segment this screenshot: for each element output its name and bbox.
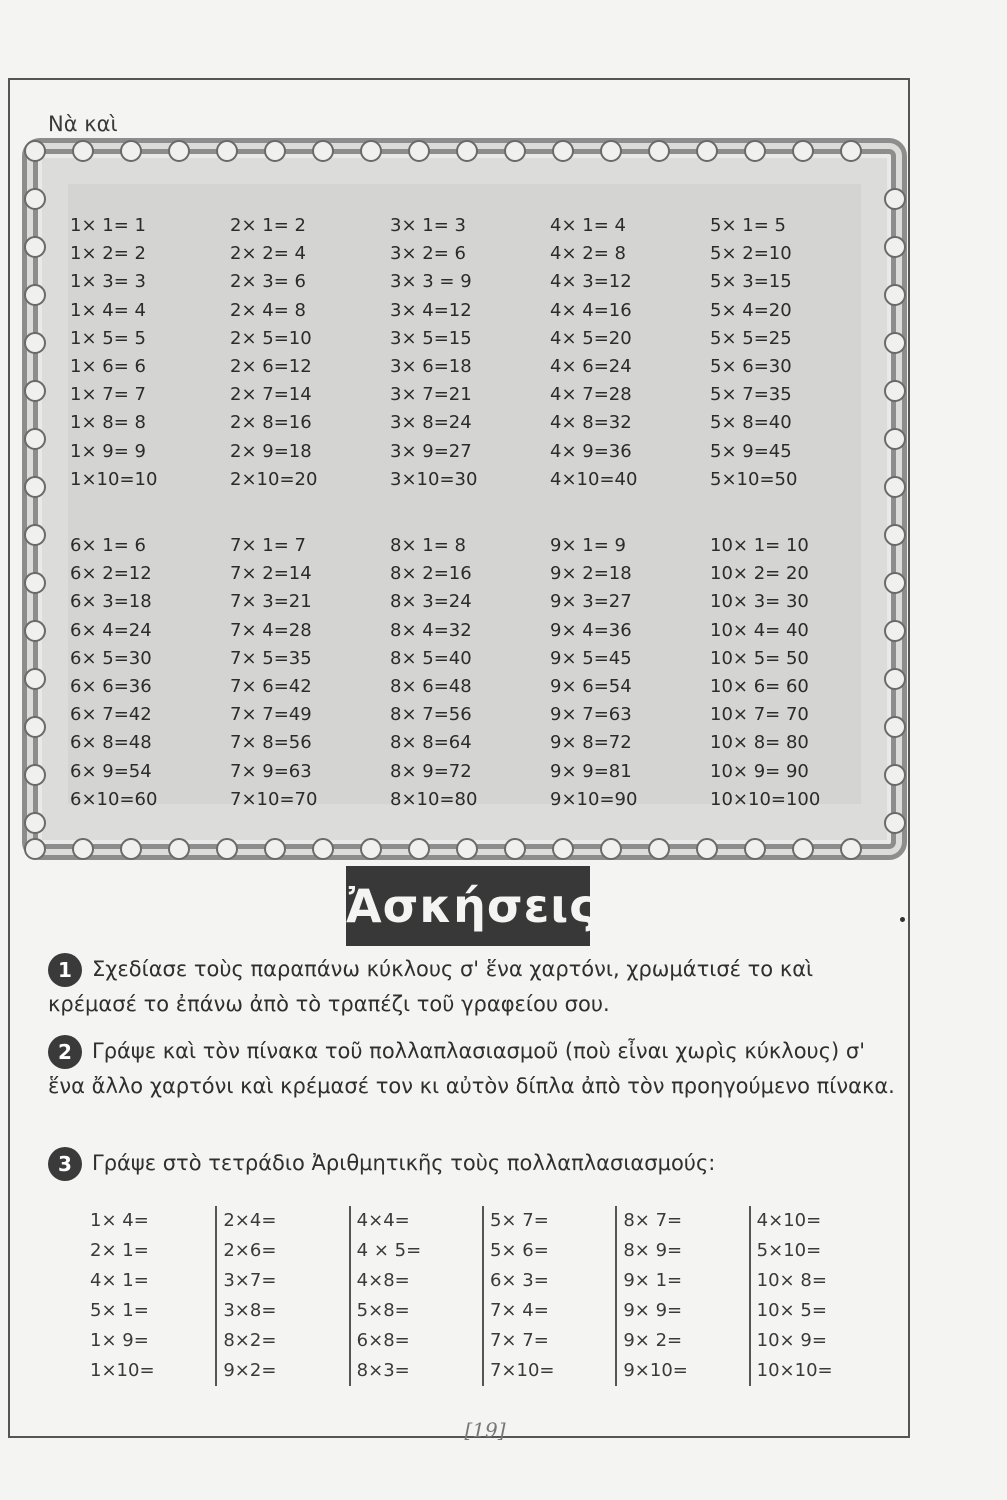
table-cell: 7× 7=49 [230, 704, 312, 726]
multiplication-table-top [70, 212, 870, 494]
flower-icon [884, 812, 906, 834]
table-cell: 6× 3=18 [70, 591, 152, 613]
flower-icon [504, 140, 526, 162]
flower-icon [24, 332, 46, 354]
flower-icon [456, 140, 478, 162]
table-cell: 10× 7= 70 [710, 704, 809, 726]
exercise-1 [48, 952, 908, 1021]
table-column [710, 212, 870, 494]
intro-line-1: Νὰ καὶ [48, 112, 118, 136]
table-cell: 1× 2= 2 [70, 243, 146, 265]
table-cell: 8× 7=56 [390, 704, 472, 726]
table-cell: 6×10=60 [70, 788, 158, 810]
table-cell: 8× 9= [623, 1240, 683, 1261]
table-cell: 10×10=100 [710, 788, 821, 810]
table-cell: 5× 5=25 [710, 327, 792, 349]
table-column [390, 212, 550, 494]
table-cell: 3×7= [223, 1270, 277, 1291]
table-cell: 2×10=20 [230, 468, 318, 490]
multiplication-table-bottom [70, 532, 870, 814]
flower-icon [696, 838, 718, 860]
exercise-3-text: Γράψε στὸ τετράδιο Ἀριθμητικῆς τοὺς πολλαπλασιασμούς: [92, 1151, 716, 1175]
table-cell: 6× 9=54 [70, 760, 152, 782]
table-cell: 5× 6= [489, 1240, 549, 1261]
flower-icon [884, 188, 906, 210]
flower-icon [600, 838, 622, 860]
exercise-2 [48, 1034, 908, 1103]
table-cell: 10× 9= [756, 1330, 827, 1351]
table-cell: 9× 9= [623, 1300, 683, 1321]
dot-mark [900, 917, 905, 922]
table-cell: 4× 9=36 [550, 440, 632, 462]
table-cell: 1× 6= 6 [70, 355, 146, 377]
flower-icon [24, 620, 46, 642]
table-cell: 8× 2=16 [390, 563, 472, 585]
flower-icon [72, 838, 94, 860]
flower-icon [24, 838, 46, 860]
table-cell: 8× 4=32 [390, 619, 472, 641]
flower-icon [884, 524, 906, 546]
table-cell: 10× 9= 90 [710, 760, 809, 782]
table-cell: 7×10=70 [230, 788, 318, 810]
exercise-2-text: Γράψε καὶ τὸν πίνακα τοῦ πολλαπλασιασμοῦ (ποὺ εἶναι χωρὶς κύκλους) σ' ἕνα ἄλλο χαρτόνι καὶ κρέμασέ τον κι αὐτὸν δίπλα ἀπὸ τὸν προηγούμενο πίνακα. [48, 1039, 895, 1098]
table-cell: 9× 1= [623, 1270, 683, 1291]
flower-icon [884, 428, 906, 450]
table-cell: 2×4= [223, 1210, 277, 1231]
table-cell: 1× 4= 4 [70, 299, 146, 321]
table-cell: 1× 3= 3 [70, 271, 146, 293]
flower-icon [24, 716, 46, 738]
table-cell: 1×10=10 [70, 468, 158, 490]
table-cell: 2× 2= 4 [230, 243, 306, 265]
table-cell: 3× 6=18 [390, 355, 472, 377]
table-cell: 4×4= [356, 1210, 410, 1231]
table-cell: 4 × 5= [356, 1240, 422, 1261]
table-cell: 8× 5=40 [390, 647, 472, 669]
flower-icon [360, 140, 382, 162]
flower-icon [120, 838, 142, 860]
table-cell: 1× 1= 1 [70, 215, 146, 236]
table-cell: 3× 8=24 [390, 412, 472, 434]
table-cell: 5×10=50 [710, 468, 798, 490]
table-cell: 7× 4=28 [230, 619, 312, 641]
flower-icon [24, 476, 46, 498]
table-cell: 4× 7=28 [550, 384, 632, 406]
flower-icon [24, 236, 46, 258]
flower-icon [24, 380, 46, 402]
table-cell: 5× 2=10 [710, 243, 792, 265]
flower-icon [884, 236, 906, 258]
flower-icon [504, 838, 526, 860]
table-cell: 10× 6= 60 [710, 675, 809, 697]
table-cell: 9× 6=54 [550, 675, 632, 697]
table-cell: 7× 7= [489, 1330, 549, 1351]
table-cell: 3× 9=27 [390, 440, 472, 462]
table-cell: 4×10= [756, 1210, 822, 1231]
flower-icon [72, 140, 94, 162]
flower-icon [24, 140, 46, 162]
table-cell: 8× 7= [623, 1210, 683, 1231]
table-cell: 2× 9=18 [230, 440, 312, 462]
flower-icon [792, 140, 814, 162]
table-cell: 7× 3=21 [230, 591, 312, 613]
table-cell: 9× 4=36 [550, 619, 632, 641]
table-column [217, 1206, 350, 1386]
table-cell: 9× 8=72 [550, 732, 632, 754]
table-cell: 5× 8=40 [710, 412, 792, 434]
table-cell: 10× 5= [756, 1300, 827, 1321]
flower-icon [24, 668, 46, 690]
flower-icon [216, 140, 238, 162]
table-cell: 2× 3= 6 [230, 271, 306, 293]
table-cell: 2×6= [223, 1240, 277, 1261]
flower-icon [24, 428, 46, 450]
table-cell: 1× 4= [90, 1210, 149, 1231]
table-cell: 3× 1= 3 [390, 215, 466, 236]
table-cell: 5× 1= 5 [710, 215, 786, 236]
flower-icon [24, 764, 46, 786]
table-cell: 10× 8= [756, 1270, 827, 1291]
table-cell: 5× 9=45 [710, 440, 792, 462]
flower-icon [884, 332, 906, 354]
exercises-heading: Ἀσκήσεις [346, 866, 590, 946]
table-cell: 9× 9=81 [550, 760, 632, 782]
flower-icon [24, 188, 46, 210]
table-cell: 7×10= [489, 1360, 555, 1381]
table-cell: 6× 2=12 [70, 563, 152, 585]
flower-icon [216, 838, 238, 860]
table-column [710, 532, 870, 814]
table-cell: 7× 5=35 [230, 647, 312, 669]
flower-icon [264, 838, 286, 860]
table-cell: 9× 5=45 [550, 647, 632, 669]
exercise-number-icon: 3 [48, 1147, 82, 1181]
table-cell: 9× 2=18 [550, 563, 632, 585]
table-cell: 8× 3=24 [390, 591, 472, 613]
table-cell: 9×10=90 [550, 788, 638, 810]
flower-icon [648, 140, 670, 162]
table-cell: 2× 8=16 [230, 412, 312, 434]
table-cell: 2× 4= 8 [230, 299, 306, 321]
table-cell: 8× 9=72 [390, 760, 472, 782]
flower-icon [744, 838, 766, 860]
table-cell: 3× 4=12 [390, 299, 472, 321]
flower-icon [24, 524, 46, 546]
flower-icon [24, 572, 46, 594]
flower-icon [120, 140, 142, 162]
table-cell: 8×10=80 [390, 788, 478, 810]
flower-icon [884, 764, 906, 786]
table-cell: 8×3= [356, 1360, 410, 1381]
flower-icon [600, 140, 622, 162]
exercise-1-text: Σχεδίασε τοὺς παραπάνω κύκλους σ' ἕνα χαρτόνι, χρωμάτισέ το καὶ κρέμασέ το ἐπάνω ἀπὸ τὸ τραπέζι τοῦ γραφείου σου. [48, 957, 814, 1016]
flower-icon [744, 140, 766, 162]
table-cell: 10× 1= 10 [710, 535, 809, 556]
table-column [550, 212, 710, 494]
table-cell: 3× 5=15 [390, 327, 472, 349]
table-cell: 6× 8=48 [70, 732, 152, 754]
table-cell: 5× 4=20 [710, 299, 792, 321]
table-cell: 9× 7=63 [550, 704, 632, 726]
table-cell: 6× 3= [489, 1270, 549, 1291]
table-cell: 2× 7=14 [230, 384, 312, 406]
table-cell: 10× 4= 40 [710, 619, 809, 641]
flower-icon [648, 838, 670, 860]
table-cell: 4×8= [356, 1270, 410, 1291]
table-cell: 2× 6=12 [230, 355, 312, 377]
table-cell: 1×10= [90, 1360, 155, 1381]
exercise-number-icon: 1 [48, 953, 82, 987]
table-cell: 1× 9= 9 [70, 440, 146, 462]
table-cell: 1× 9= [90, 1330, 149, 1351]
table-cell: 5× 7=35 [710, 384, 792, 406]
table-cell: 5× 7= [489, 1210, 549, 1231]
table-cell: 10× 3= 30 [710, 591, 809, 613]
table-cell: 6× 7=42 [70, 704, 152, 726]
table-cell: 10× 2= 20 [710, 563, 809, 585]
table-cell: 3×8= [223, 1300, 277, 1321]
table-cell: 8× 1= 8 [390, 535, 466, 556]
flower-icon [884, 572, 906, 594]
table-cell: 5×10= [756, 1240, 822, 1261]
flower-icon [312, 140, 334, 162]
flower-icon [24, 812, 46, 834]
table-cell: 7× 2=14 [230, 563, 312, 585]
table-cell: 10×10= [756, 1360, 833, 1381]
table-cell: 6× 6=36 [70, 675, 152, 697]
table-cell: 9×10= [623, 1360, 688, 1381]
flower-icon [456, 838, 478, 860]
table-cell: 4× 4=16 [550, 299, 632, 321]
table-column [351, 1206, 484, 1386]
table-cell: 6× 5=30 [70, 647, 152, 669]
flower-icon [408, 838, 430, 860]
table-cell: 4× 1= [90, 1270, 149, 1291]
flower-icon [696, 140, 718, 162]
table-column [84, 1206, 217, 1386]
flower-icon [552, 140, 574, 162]
table-cell: 7× 1= 7 [230, 535, 306, 556]
table-cell: 5×8= [356, 1300, 410, 1321]
table-cell: 4× 2= 8 [550, 243, 626, 265]
table-cell: 7× 4= [489, 1300, 549, 1321]
table-column [70, 212, 230, 494]
table-cell: 5× 6=30 [710, 355, 792, 377]
flower-icon [840, 838, 862, 860]
table-column [751, 1206, 884, 1386]
flower-icon [884, 476, 906, 498]
exercise-3 [48, 1146, 908, 1181]
table-cell: 3×10=30 [390, 468, 478, 490]
table-cell: 4× 5=20 [550, 327, 632, 349]
table-column [70, 532, 230, 814]
flower-icon [552, 838, 574, 860]
page-number: [19] [464, 1418, 506, 1442]
flower-icon [884, 380, 906, 402]
flower-icon [408, 140, 430, 162]
table-column [484, 1206, 617, 1386]
table-cell: 4× 1= 4 [550, 215, 626, 236]
flower-icon [840, 140, 862, 162]
table-cell: 8× 8=64 [390, 732, 472, 754]
table-cell: 1× 7= 7 [70, 384, 146, 406]
table-cell: 2× 1= [90, 1240, 149, 1261]
table-cell: 9×2= [223, 1360, 277, 1381]
table-column [390, 532, 550, 814]
flower-icon [360, 838, 382, 860]
flower-icon [168, 838, 190, 860]
table-cell: 8×2= [223, 1330, 277, 1351]
table-column [230, 212, 390, 494]
table-cell: 4× 3=12 [550, 271, 632, 293]
table-column [617, 1206, 750, 1386]
flower-icon [312, 838, 334, 860]
table-cell: 3× 3 = 9 [390, 271, 472, 293]
table-cell: 7× 8=56 [230, 732, 312, 754]
table-cell: 10× 8= 80 [710, 732, 809, 754]
table-cell: 1× 8= 8 [70, 412, 146, 434]
flower-icon [792, 838, 814, 860]
flower-icon [264, 140, 286, 162]
table-cell: 4× 8=32 [550, 412, 632, 434]
table-cell: 2× 5=10 [230, 327, 312, 349]
table-column [230, 532, 390, 814]
exercise-number-icon: 2 [48, 1035, 82, 1069]
table-cell: 3× 2= 6 [390, 243, 466, 265]
table-cell: 2× 1= 2 [230, 215, 306, 236]
table-cell: 6× 4=24 [70, 619, 152, 641]
flower-icon [884, 284, 906, 306]
table-cell: 5× 3=15 [710, 271, 792, 293]
table-cell: 4×10=40 [550, 468, 638, 490]
table-cell: 1× 5= 5 [70, 327, 146, 349]
table-cell: 5× 1= [90, 1300, 149, 1321]
table-cell: 6× 1= 6 [70, 535, 146, 556]
flower-icon [884, 668, 906, 690]
table-cell: 9× 2= [623, 1330, 683, 1351]
table-cell: 3× 7=21 [390, 384, 472, 406]
table-cell: 7× 9=63 [230, 760, 312, 782]
table-cell: 9× 1= 9 [550, 535, 626, 556]
table-cell: 9× 3=27 [550, 591, 632, 613]
flower-icon [24, 284, 46, 306]
table-cell: 4× 6=24 [550, 355, 632, 377]
flower-icon [884, 620, 906, 642]
flower-icon [168, 140, 190, 162]
table-cell: 10× 5= 50 [710, 647, 809, 669]
flower-icon [884, 716, 906, 738]
table-cell: 8× 6=48 [390, 675, 472, 697]
table-cell: 7× 6=42 [230, 675, 312, 697]
practice-problems [84, 1206, 884, 1386]
table-cell: 6×8= [356, 1330, 410, 1351]
table-column [550, 532, 710, 814]
